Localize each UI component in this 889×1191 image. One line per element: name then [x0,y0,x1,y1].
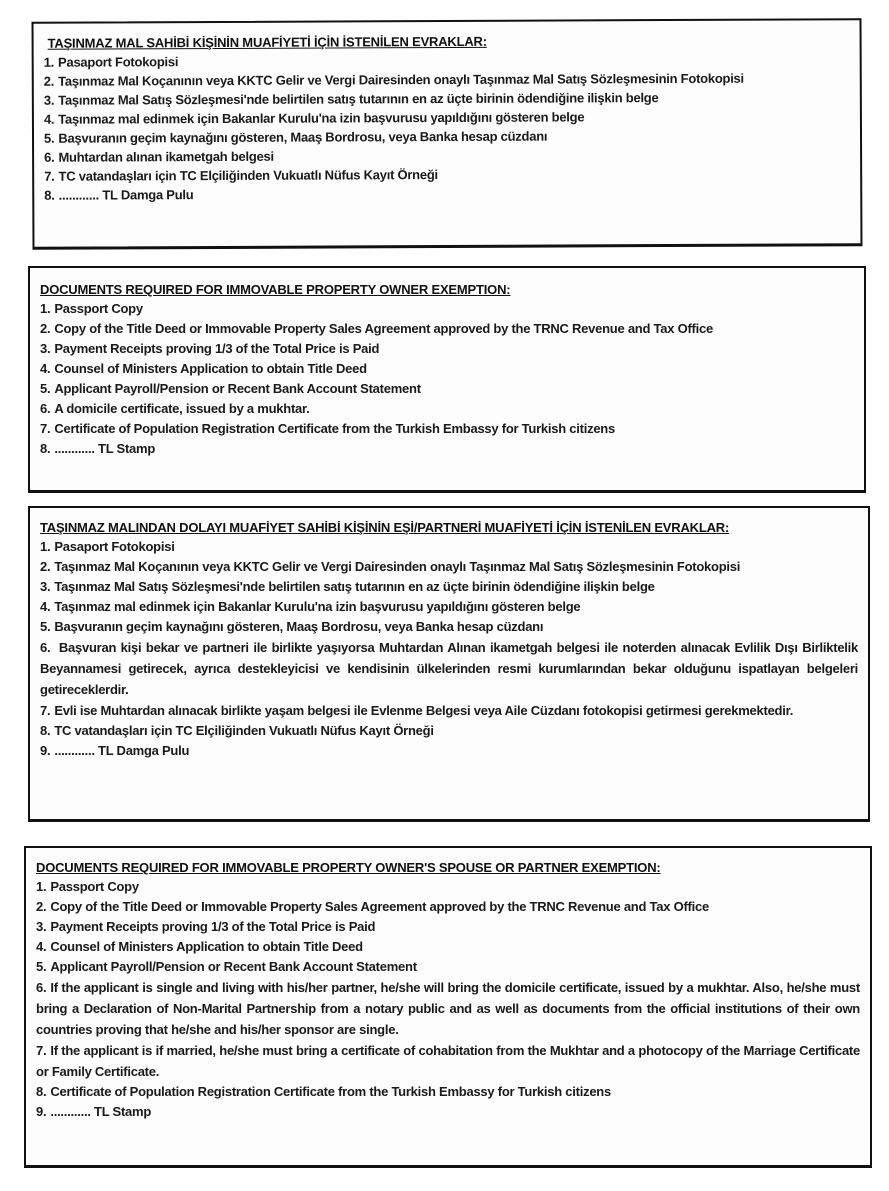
item-text: Certificate of Population Registration Certificate from the Turkish Embassy for Turkish citizens [54,421,615,436]
item-text: Copy of the Title Deed or Immovable Property Sales Agreement approved by the TRNC Revenue and Tax Office [54,321,713,336]
section-spouse-tr [28,506,870,822]
item-text: Başvuran kişi bekar ve partneri ile birlikte yaşıyorsa Muhtardan Alınan ikametgah belgesi ile noterden alınacak Evlilik Dışı Birliktelik Beyannamesi getirecek, ayrıca destekleyicisi ve kendisinin ülkelerinden resmi kurumlarından bekar olduğunu ispatlayan belgeleri getireceklerdir. [40,640,858,697]
item-text: Taşınmaz mal edinmek için Bakanlar Kurulu'na izin başvurusu yapıldığını gösteren belge [54,599,581,614]
item-text: Taşınmaz mal edinmek için Bakanlar Kurulu'na izin başvurusu yapıldığını gösteren belge [58,109,585,127]
item-text: A domicile certificate, issued by a mukhtar. [54,401,310,416]
item-number: 5. [43,130,55,146]
list-item [40,379,854,399]
item-number: 1. [40,539,51,554]
item-text: Taşınmaz Mal Koçanının veya KKTC Gelir ve Vergi Dairesinden onaylı Taşınmaz Mal Satış Sözleşmesinin Fotokopisi [54,559,741,574]
item-number: 2. [40,559,51,574]
item-number: 5. [40,381,51,396]
list-item [36,977,860,1040]
item-number: 8. [40,441,51,456]
item-number: 9. [36,1104,47,1119]
list-item [40,741,858,761]
item-text: ............ TL Damga Pulu [58,187,194,203]
item-text: Payment Receipts proving 1/3 of the Total Price is Paid [54,341,380,356]
item-number: 3. [40,341,51,356]
document-list [40,299,854,459]
item-number: 2. [40,321,51,336]
list-item [40,359,854,379]
list-item [44,68,850,91]
item-text: Counsel of Ministers Application to obtain Title Deed [50,939,363,954]
item-text: If the applicant is if married, he/she must bring a certificate of cohabitation from the Mukhtar and a photocopy of the Marriage Certificate or Family Certificate. [36,1043,860,1079]
item-number: 1. [36,879,47,894]
list-item [40,617,858,637]
item-text: Evli ise Muhtardan alınacak birlikte yaşam belgesi ile Evlenme Belgesi veya Aile Cüzdanı fotokopisi getirmesi gerekmektedir. [54,703,794,718]
list-item [40,637,858,700]
item-text: Passport Copy [54,301,143,316]
item-number: 7. [44,168,55,184]
item-number: 6. [40,401,51,416]
list-item [40,299,854,319]
list-item [36,1102,860,1122]
list-item [40,597,858,617]
item-number: 4. [40,599,51,614]
item-number: 4. [36,939,47,954]
item-number: 9. [40,743,51,758]
section-spouse-en [24,846,872,1168]
list-item [40,439,854,459]
item-text: ............ TL Damga Pulu [54,743,190,758]
item-number: 6. [44,149,55,165]
item-number: 3. [40,579,51,594]
list-item [36,957,860,977]
item-number: 8. [44,187,55,203]
item-number: 7. [36,1043,47,1058]
item-number: 7. [40,421,51,436]
item-text: Muhtardan alınan ikametgah belgesi [58,148,274,165]
item-text: TC vatandaşları için TC Elçiliğinden Vukuatlı Nüfus Kayıt Örneği [54,723,434,738]
list-item [36,917,860,937]
item-text: Taşınmaz Mal Koçanının veya KKTC Gelir ve Vergi Dairesinden onaylı Taşınmaz Mal Satış Sözleşmesinin Fotokopisi [58,70,744,89]
item-text: Başvuranın geçim kaynağını gösteren, Maaş Bordrosu, veya Banka hesap cüzdanı [54,619,544,634]
item-text: Certificate of Population Registration Certificate from the Turkish Embassy for Turkish citizens [50,1084,611,1099]
list-item [40,721,858,741]
document-list [40,537,858,761]
item-text: Passport Copy [50,879,139,894]
list-item [40,557,858,577]
section-heading: TAŞINMAZ MALINDAN DOLAYI MUAFİYET SAHİBİ KİŞİNİN EŞİ/PARTNERİ MUAFİYETİ İÇİN İSTENİLEN EVRAKLAR: [40,520,730,535]
item-number: 4. [40,361,51,376]
section-heading: DOCUMENTS REQUIRED FOR IMMOVABLE PROPERTY OWNER'S SPOUSE OR PARTNER EXEMPTION: [36,860,661,875]
list-item [40,577,858,597]
item-text: Başvuranın geçim kaynağını gösteren, Maaş Bordrosu, veya Banka hesap cüzdanı [58,128,548,146]
item-text: Pasaport Fotokopisi [54,539,175,554]
list-item [36,877,860,897]
item-number: 7. [40,703,51,718]
item-text: Copy of the Title Deed or Immovable Property Sales Agreement approved by the TRNC Revenue and Tax Office [50,899,709,914]
item-number: 2. [43,73,55,89]
list-item [44,182,850,205]
item-number: 6. [36,980,47,995]
item-number: 5. [36,959,47,974]
list-item [36,1040,860,1082]
item-text: Taşınmaz Mal Satış Sözleşmesi'nde belirtilen satış tutarının en az üçte birinin ödendiğine ilişkin belge [58,90,659,108]
list-item [40,319,854,339]
list-item [40,339,854,359]
item-text: If the applicant is single and living with his/her partner, he/she will bring the domicile certificate, issued by a mukhtar. Also, he/she must bring a Declaration of Non-Marital Partnership from a notary public and as well as documents from the official institutions of their own countries proving that he/she and his/her sponsor are single. [36,980,860,1037]
item-number: 8. [40,723,51,738]
list-item [40,399,854,419]
item-number: 6. [40,640,51,655]
list-item [40,419,854,439]
list-item [36,897,860,917]
item-number: 5. [40,619,51,634]
item-text: Pasaport Fotokopisi [57,54,179,70]
item-text: Payment Receipts proving 1/3 of the Total Price is Paid [50,919,376,934]
item-number: 1. [43,54,55,70]
document-list [44,49,851,205]
item-text: Applicant Payroll/Pension or Recent Bank Account Statement [50,959,417,974]
section-owner-en [28,266,866,493]
section-owner-tr [32,18,863,250]
item-text: ............ TL Stamp [50,1104,152,1119]
section-heading: DOCUMENTS REQUIRED FOR IMMOVABLE PROPERTY OWNER EXEMPTION: [40,282,511,297]
item-number: 3. [43,92,55,108]
section-heading: TAŞINMAZ MAL SAHİBİ KİŞİNİN MUAFİYETİ İÇİN İSTENİLEN EVRAKLAR: [47,33,487,51]
item-text: Applicant Payroll/Pension or Recent Bank Account Statement [54,381,421,396]
item-number: 4. [43,111,55,127]
item-text: Counsel of Ministers Application to obtain Title Deed [54,361,367,376]
item-text: ............ TL Stamp [54,441,156,456]
item-number: 8. [36,1084,47,1099]
list-item [36,1082,860,1102]
item-text: TC vatandaşları için TC Elçiliğinden Vukuatlı Nüfus Kayıt Örneği [58,167,438,184]
item-number: 3. [36,919,47,934]
item-number: 2. [36,899,47,914]
list-item [36,937,860,957]
item-number: 1. [40,301,51,316]
list-item [40,537,858,557]
document-list [36,877,860,1122]
list-item [40,700,858,721]
item-text: Taşınmaz Mal Satış Sözleşmesi'nde belirtilen satış tutarının en az üçte birinin ödendiğine ilişkin belge [54,579,655,594]
